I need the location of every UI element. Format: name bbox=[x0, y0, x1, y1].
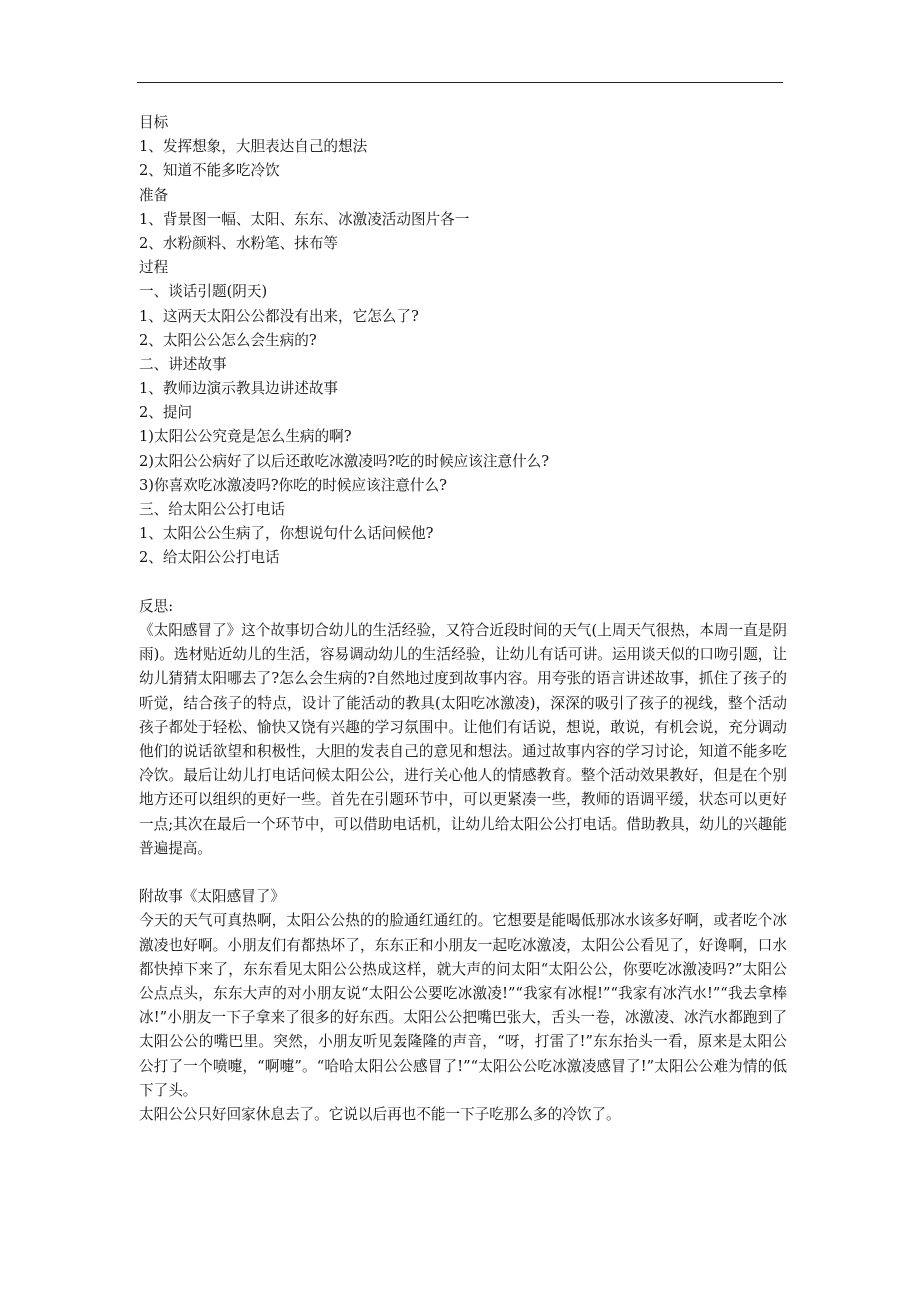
goal-item: 1、发挥想象，大胆表达自己的想法 bbox=[139, 138, 368, 156]
spacer bbox=[139, 861, 787, 885]
goals-heading: 目标 bbox=[139, 114, 169, 131]
process-heading: 过程 bbox=[139, 259, 169, 277]
process-step: 2、提问 bbox=[139, 404, 193, 422]
reflection-heading: 反思: bbox=[139, 597, 174, 615]
spacer bbox=[139, 571, 787, 595]
preparation-item: 2、水粉颜料、水粉笔、抹布等 bbox=[139, 234, 339, 252]
process-step: 2、给太阳公公打电话 bbox=[139, 549, 280, 567]
story-paragraph: 今天的天气可真热啊，太阳公公热的的脸通红通红的。它想要是能喝低那冰水该多好啊，或者吃个冰激凌也好啊。小朋友们有都热坏了，东东正和小朋友一起吃冰激凌，太阳公公看见了，好谗啊，口水都快掉下来了，东东看见太阳公公热成这样，就大声的问太阳“太阳公公，你要吃冰激凌吗?”太阳公公点点头，东东大声的对小朋友说“太阳公公要吃冰激凌!”“我家有冰棍!”“我家有冰汽水!”“我去拿棒冰!”小朋友一下子拿来了很多的好东西。太阳公公把嘴巴张大，舌头一卷，冰激凌、冰汽水都跑到了太阳公公的嘴巴里。突然，小朋友听见轰隆隆的声音，“呀，打雷了!”东东抬头一看，原来是太阳公公打了一个喷嚏，“啊嚏”。“哈哈太阳公公感冒了!”“太阳公公吃冰激凌感冒了!”太阳公公难为情的低下了头。 bbox=[139, 912, 787, 1099]
story-ending: 太阳公公只好回家休息去了。它说以后再也不能一下子吃那么多的冷饮了。 bbox=[139, 1105, 621, 1123]
process-step: 1)太阳公公究竟是怎么生病的啊? bbox=[139, 428, 352, 446]
process-step: 2)太阳公公病好了以后还敢吃冰激凌吗?吃的时候应该注意什么? bbox=[139, 452, 550, 470]
process-section-title: 二、讲述故事 bbox=[139, 355, 227, 373]
story-heading: 附故事《太阳感冒了》 bbox=[139, 888, 285, 906]
preparation-item: 1、背景图一幅、太阳、东东、冰激凌活动图片各一 bbox=[139, 210, 470, 228]
goal-item: 2、知道不能多吃冷饮 bbox=[139, 162, 280, 180]
process-step: 2、太阳公公怎么会生病的? bbox=[139, 331, 317, 349]
process-step: 1、教师边演示教具边讲述故事 bbox=[139, 380, 339, 398]
process-step: 3)你喜欢吃冰激凌吗?你吃的时候应该注意什么? bbox=[139, 476, 447, 494]
reflection-paragraph: 《太阳感冒了》这个故事切合幼儿的生活经验，又符合近段时间的天气(上周天气很热，本周一直是阴雨)。选材贴近幼儿的生活，容易调动幼儿的生活经验，让幼儿有话可讲。运用谈天似的口吻引题，让幼儿猜猜太阳哪去了?怎么会生病的?自然地过度到故事内容。用夸张的语言讲述故事，抓住了孩子的听觉，结合孩子的特点，设计了能活动的教具(太阳吃冰激凌)，深深的吸引了孩子的视线，整个活动孩子都处于轻松、愉快又饶有兴趣的学习氛围中。让他们有话说，想说，敢说，有机会说，充分调动他们的说话欲望和积极性，大胆的发表自己的意见和想法。通过故事内容的学习讨论，知道不能多吃冷饮。最后让幼儿打电话问候太阳公公，进行关心他人的情感教育。整个活动效果教好，但是在个别地方还可以组织的更好一些。首先在引题环节中，可以更紧凑一些，教师的语调平缓，状态可以更好一点;其次在最后一个环节中，可以借助电话机，让幼儿给太阳公公打电话。借助教具，幼儿的兴趣能普遍提高。 bbox=[139, 621, 787, 857]
header-rule bbox=[137, 82, 783, 83]
document-body bbox=[139, 111, 787, 1127]
preparation-heading: 准备 bbox=[139, 186, 169, 204]
process-step: 1、太阳公公生病了，你想说句什么话问候他? bbox=[139, 525, 434, 543]
process-step: 1、这两天太阳公公都没有出来，它怎么了? bbox=[139, 307, 419, 325]
process-section-title: 一、谈话引题(阴天) bbox=[139, 283, 268, 301]
process-section-title: 三、给太阳公公打电话 bbox=[139, 501, 285, 518]
